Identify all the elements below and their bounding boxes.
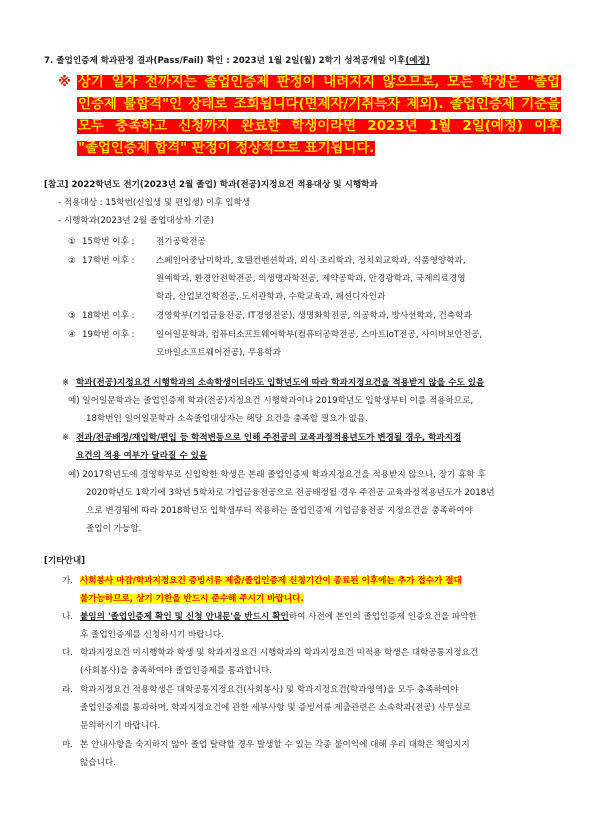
notice-na-line-2: 후 졸업인증제를 신청하시기 바랍니다. [80,630,224,640]
note-2-line-2: 요건의 적용 여부가 달라질 수 있음 [76,451,208,461]
reference-target: - 적용대상 : 15학번(신입생 및 편입생) 이후 입학생 [58,198,251,208]
notice-ra-line-2: 졸업인증제를 통과하며, 학과지정요건에 관한 세부사항 및 증빙서류 제출관련은 소속학과(전공) 사무실로 [80,703,471,713]
notice-da-line-2: (사회봉사)을 충족하여야 졸업인증제를 통과합니다. [80,666,272,676]
notice-ga-mark: 가. [62,576,74,586]
item-3-year: 18학번 이후 : [82,311,135,321]
item-4-departments-line-1: 일어일문학과, 컴퓨터소프트웨어학부(컴퓨터공학전공, 스마트IoT전공, 사이버보안전공, [156,330,483,340]
item-2-year: 17학번 이후 : [82,256,135,266]
warning-line-1: 상기 일자 전까지는 졸업인증제 판정이 내려지지 않으므로, 모든 학생은 "졸업 [78,75,560,90]
item-1-departments: 전기공학전공 [156,237,206,247]
item-2-departments-line-3: 학과, 산업보건학전공, 도서관학과, 수학교육과, 패션디자인과 [156,292,386,302]
warning-mark: ※ [58,75,72,90]
item-4-year: 19학번 이후 : [82,330,135,340]
notice-ra-line-1: 학과지정요건 적용학생은 대학공통지정요건(사회봉사) 및 학과지정요건(학과영역)을 모두 충족하여야 [80,685,459,695]
notice-ga-line-2: 불가능하므로, 상기 기한을 반드시 준수해 주시기 바랍니다. [80,594,304,604]
note-1-example-line-1: 예) 일어일문학과는 졸업인증제 학과(전공)지정요건 시행학과이나 2019학년도 입학생부터 이를 적용하므로, [68,396,474,406]
note-2-mark: ※ [62,433,70,443]
note-2-example-line-1: 예) 2017학년도에 경영학부로 신입학한 학생은 본래 졸업인증제 학과지정요건을 적용받지 않으나, 장기 휴학 후 [68,470,486,480]
notice-ma-line-2: 않습니다. [80,758,116,768]
item-2-departments-line-2: 원예학과, 환경안전학전공, 의생명과학전공, 제약공학과, 안경광학과, 국제의료경영 [156,274,466,284]
item-3-number: ③ [68,311,76,321]
other-notices-title: [기타안내] [44,556,86,566]
section-title: 졸업인증제 학과판정 결과(Pass/Fail) 확인 : 2023년 1월 2일(월) 2학기 성적공개일 이후 [56,56,406,66]
item-2-departments-line-1: 스페인어중남미학과, 호텔컨벤션학과, 외식·조리학과, 정치외교학과, 식품영양학과, [156,256,466,266]
notice-ma-mark: 마. [62,740,74,750]
note-2-example-line-3: 으로 변경됨에 따라 2018학년도 입학생부터 적용하는 졸업인증제 기업금융전공 지정요건을 충족하여야 [86,506,473,516]
notice-da-mark: 다. [62,648,74,658]
reference-departments-heading: - 시행학과(2023년 2월 졸업대상자 기준) [58,216,214,226]
notice-na-line-1: 붙임의 '졸업인증제 확인 및 신청 안내문'을 반드시 확인하여 사전에 본인의 졸업인증제 인증요건을 파악한 [80,612,477,622]
warning-line-2: 인증제 불합격"인 상태로 조회됩니다(면제자/기취득자 제외). 졸업인증제 기준을 [78,97,560,112]
item-2-number: ② [68,256,76,266]
warning-line-3: 모두 충족하고 신청까지 완료한 학생이라면 2023년 1월 2일(예정) 이후 [78,119,560,134]
note-1-text: 학과(전공)지정요건 시행학과의 소속학생이더라도 입학년도에 따라 학과지정요건을 적용받지 않을 수도 있음 [76,378,485,388]
item-4-number: ④ [68,330,76,340]
notice-ra-line-3: 문의하시기 바랍니다. [80,721,161,731]
item-4-departments-line-2: 모바일소프트웨어전공), 무용학과 [156,348,282,358]
notice-na-mark: 나. [62,612,74,622]
note-2-example-line-4: 졸업이 가능함. [86,524,142,534]
notice-da-line-1: 학과지정요건 미시행학과 학생 및 학과지정요건 시행학과의 학과지정요건 미적용 학생은 대학공통지정요건 [80,648,479,658]
notice-ma-line-1: 본 안내사항을 숙지하지 않아 졸업 탈락할 경우 발생할 수 있는 각종 불이익에 대해 우리 대학은 책임지지 [80,740,470,750]
item-1-year: 15학번 이후 : [82,237,135,247]
notice-ra-mark: 라. [62,685,74,695]
note-1-example-line-2: 18학번인 일어일문학과 소속졸업대상자는 해당 요건을 충족할 필요가 없음. [86,414,368,424]
section-7-heading [44,54,430,68]
note-2-line-1: 전과/전공배정/재입학/편입 등 학적변동으로 인해 주전공의 교육과정적용년도가 변경될 경우, 학과지정 [76,433,462,443]
note-2-example-line-2: 2020학년도 1학기에 3학년 5학차로 기업금융전공으로 전공배정될 경우 주전공 교육과정적용년도가 2018년 [86,488,495,498]
warning-line-4: "졸업인증제 합격" 판정이 정상적으로 표기됩니다. [78,141,375,156]
note-1-mark: ※ [62,378,70,388]
item-1-number: ① [68,237,76,247]
section-number: 7. [44,56,54,66]
reference-title: [참고] 2022학년도 전기(2023년 2월 졸업) 학과(전공)지정요건 적용대상 및 시행학과 [44,180,378,190]
item-3-departments: 경영학부(기업금융전공, IT경영전공), 생명화학전공, 의공학과, 방사선학과, 건축학과 [156,311,472,321]
section-title-expected: (예정) [405,56,430,66]
notice-ga-line-1: 사회봉사 마감/학과지정요건 증빙서류 제출/졸업인증제 신청기간이 종료된 이후에는 추가 접수가 절대 [80,576,462,586]
